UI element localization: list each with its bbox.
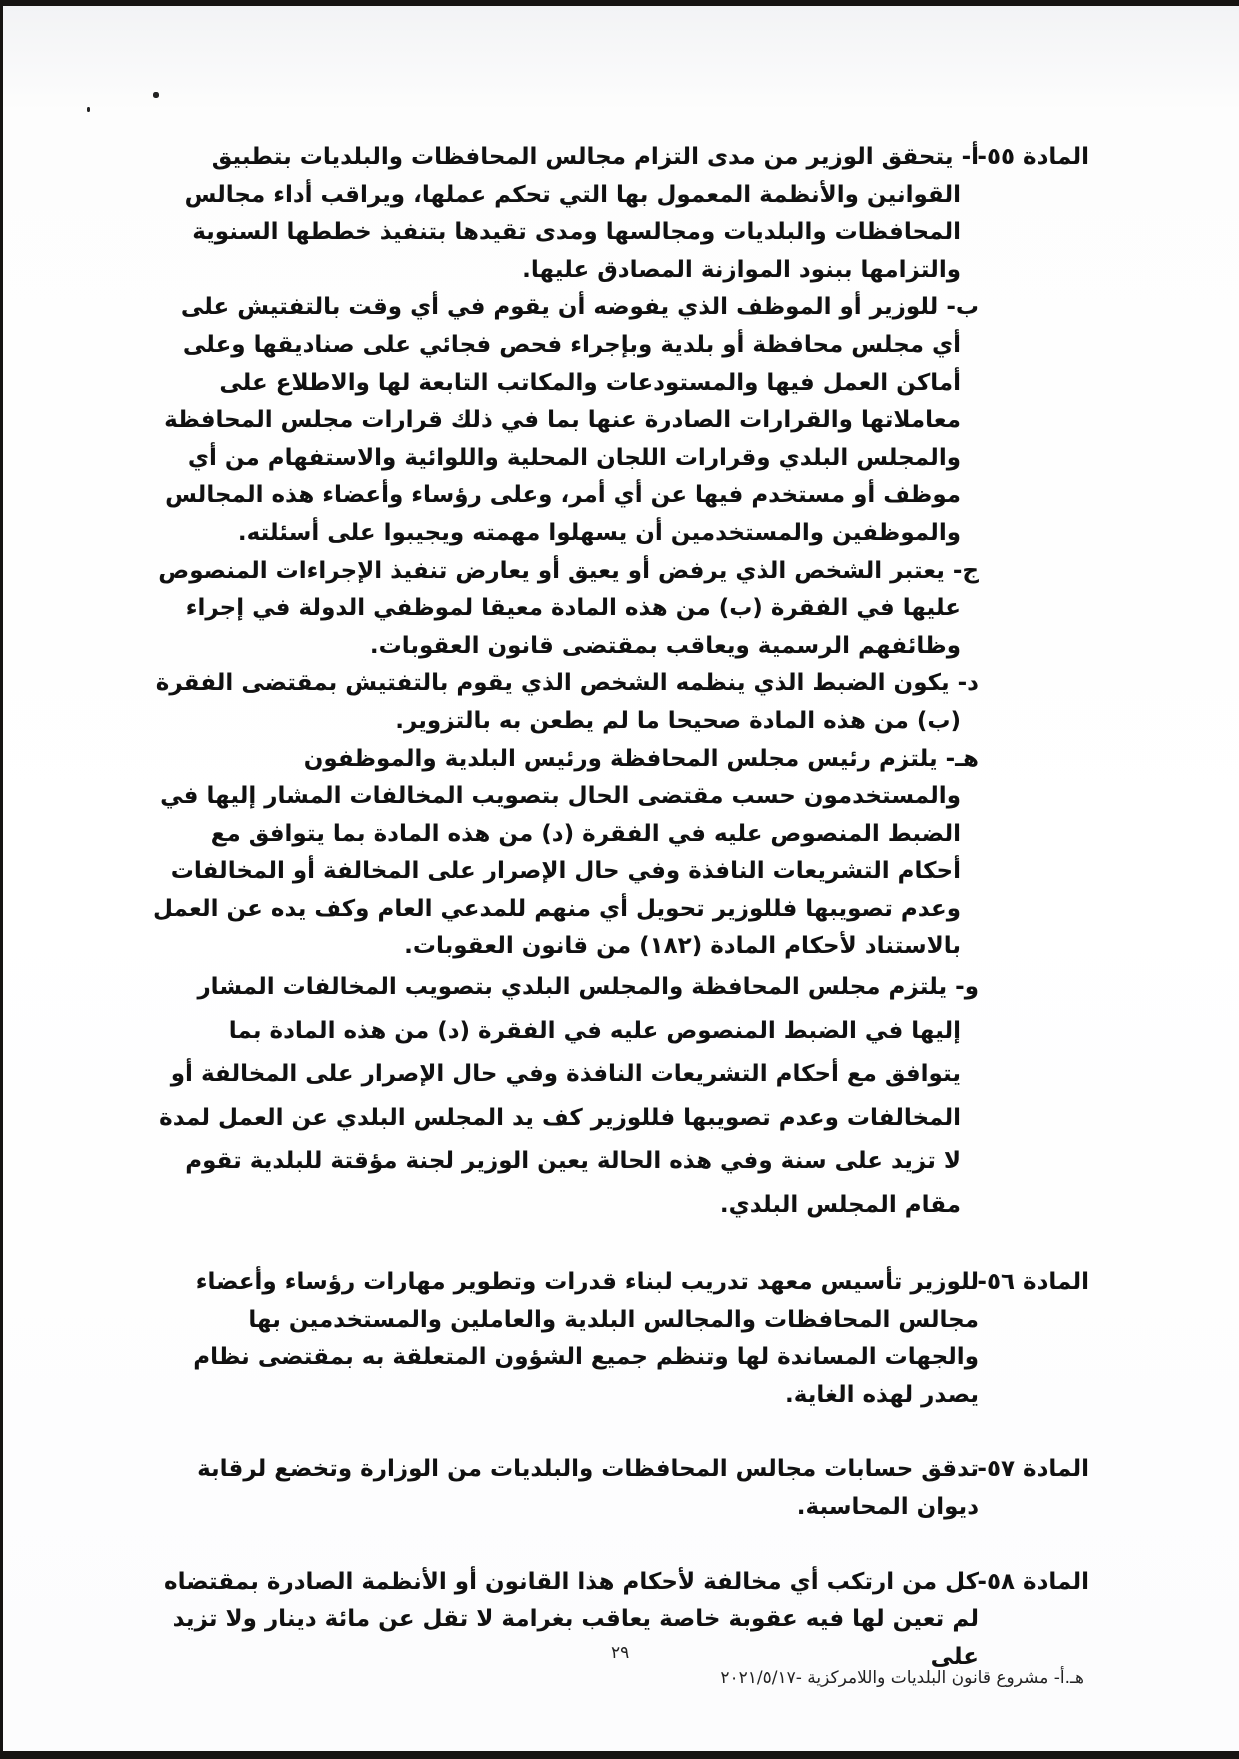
clause-a xyxy=(149,139,979,289)
article-label: المادة ٥٨- xyxy=(977,1568,1089,1595)
clause-mark: د- xyxy=(957,670,979,697)
article-57 xyxy=(149,1451,1089,1526)
clause-b xyxy=(149,289,979,552)
page-number: ٢٩ xyxy=(611,1643,630,1663)
clause-text: يكون الضبط الذي ينظمه الشخص الذي يقوم بالتفتيش بمقتضى الفقرة (ب) من هذه المادة صحيحا ما لم يطعن به بالتزوير. xyxy=(155,670,961,734)
clause-e xyxy=(149,741,979,967)
clause-text: يتحقق الوزير من مدى التزام مجالس المحافظات والبلديات بتطبيق القوانين والأنظمة المعمول بها التي تحكم عملها، ويراقب أداء مجالس المحافظات والبلديات ومجالسها ومدى تقيدها بتنفيذ خططها السنوية والتزامها ببنود الموازنة المصادق عليها. xyxy=(184,144,961,283)
clause-mark: و- xyxy=(955,974,979,1001)
article-label: المادة ٥٧- xyxy=(977,1456,1089,1483)
scan-speck xyxy=(87,107,90,112)
clause-f xyxy=(149,966,979,1227)
clause-text: يعتبر الشخص الذي يرفض أو يعيق أو يعارض تنفيذ الإجراءات المنصوص عليها في الفقرة (ب) من هذه المادة معيقا لموظفي الدولة في إجراء وظائفهم الرسمية ويعاقب بمقتضى قانون العقوبات. xyxy=(158,557,961,659)
article-text: كل من ارتكب أي مخالفة لأحكام هذا القانون أو الأنظمة الصادرة بمقتضاه لم تعين لها فيه عقوبة خاصة يعاقب بغرامة لا تقل عن مائة دينار ولا تزيد على xyxy=(164,1568,979,1670)
article-56 xyxy=(149,1264,1089,1414)
article-body xyxy=(149,1451,979,1526)
document-footer: هـ.أ- مشروع قانون البلديات واللامركزية -٢٠٢١/٥/١٧ xyxy=(720,1668,1084,1688)
article-label: المادة ٥٥- xyxy=(977,144,1089,170)
clause-text: للوزير أو الموظف الذي يفوضه أن يقوم في أي وقت بالتفتيش على أي مجلس محافظة أو بلدية وبإجراء فحص فجائي على صناديقها وعلى أماكن العمل فيها والمستودعات والمكاتب التابعة لها والاطلاع على معاملاتها والقرارات الصادرة عنها بما في ذلك قرارات مجلس المحافظة والمجلس البلدي وقرارات اللجان المحلية واللوائية والاستفهام من أي موظف أو مستخدم فيها عن أي أمر، وعلى رؤساء وأعضاء هذه المجالس والموظفين والمستخدمين أن يسهلوا مهمته ويجيبوا على أسئلته. xyxy=(164,294,961,546)
document-body xyxy=(149,139,1089,1676)
article-body xyxy=(149,1564,979,1677)
scan-speck xyxy=(153,92,159,98)
article-body xyxy=(149,139,979,1227)
clause-text: يلتزم رئيس مجلس المحافظة ورئيس البلدية والموظفون والمستخدمون حسب مقتضى الحال بتصويب المخالفات المشار إليها في الضبط المنصوص عليه في الفقرة (د) من هذه المادة بما يتوافق مع أحكام التشريعات النافذة وفي حال الإصرار على المخالفة أو المخالفات وعدم تصويبها فللوزير تحويل أي منهم للمدعي العام وكف يده عن العمل بالاستناد لأحكام المادة (١٨٢) من قانون العقوبات. xyxy=(153,745,961,960)
article-55 xyxy=(149,139,1089,1227)
scanned-page xyxy=(3,6,1239,1751)
article-text: للوزير تأسيس معهد تدريب لبناء قدرات وتطوير مهارات رؤساء وأعضاء مجالس المحافظات والمجالس البلدية والعاملين والمستخدمين بها والجهات المساندة لها وتنظم جميع الشؤون المتعلقة به بمقتضى نظام يصدر لهذه الغاية. xyxy=(193,1269,979,1408)
clause-mark: هـ- xyxy=(945,745,979,772)
clause-mark: ج- xyxy=(952,557,979,584)
clause-mark: أ- xyxy=(961,144,979,170)
article-text: تدقق حسابات مجالس المحافظات والبلديات من الوزارة وتخضع لرقابة ديوان المحاسبة. xyxy=(197,1456,979,1521)
clause-c xyxy=(149,553,979,666)
clause-mark: ب- xyxy=(946,294,979,321)
article-label: المادة ٥٦- xyxy=(977,1269,1089,1296)
clause-d xyxy=(149,665,979,740)
clause-text: يلتزم مجلس المحافظة والمجلس البلدي بتصويب المخالفات المشار إليها في الضبط المنصوص عليه في الفقرة (د) من هذه المادة بما يتوافق مع أحكام التشريعات النافذة وفي حال الإصرار على المخالفة أو المخالفات وعدم تصويبها فللوزير كف يد المجلس البلدي عن العمل لمدة لا تزيد على سنة وفي هذه الحالة يعين الوزير لجنة مؤقتة للبلدية تقوم مقام المجلس البلدي. xyxy=(159,974,961,1218)
article-body xyxy=(149,1264,979,1414)
